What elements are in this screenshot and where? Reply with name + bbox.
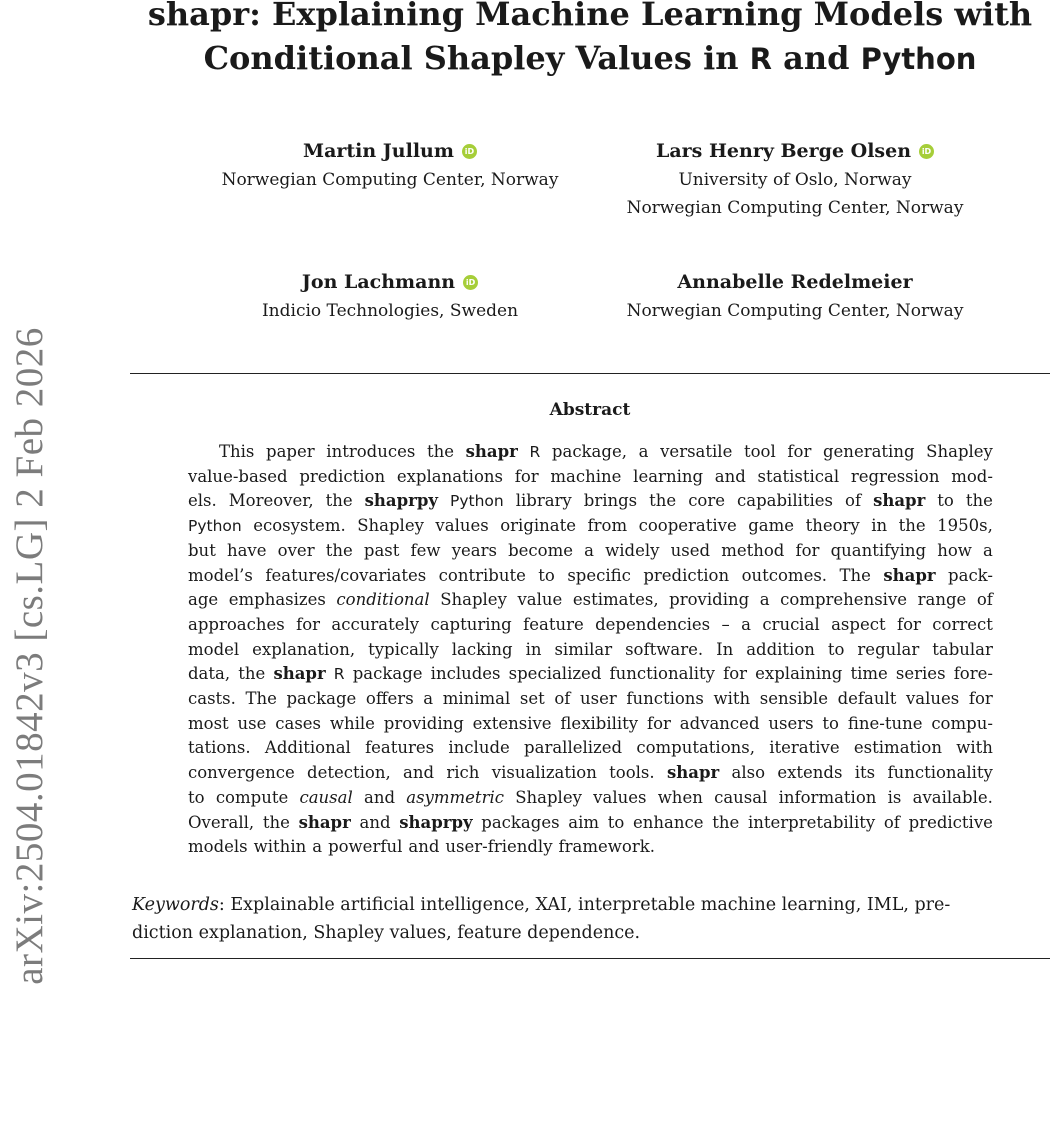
abstract-word: learning [633,466,704,486]
abstract-line [188,539,993,564]
abstract-line [188,662,993,687]
abstract-word: used [670,540,711,560]
abstract-word: in [871,516,888,536]
abstract-line [188,786,993,811]
abstract-word: years [451,540,497,560]
abstract-word [273,662,325,687]
abstract-word: explanations [396,466,503,486]
abstract-word: interpretability [747,812,876,832]
abstract-word: lacking [451,639,513,659]
abstract-word: functions [626,689,704,709]
abstract-word: the [262,812,290,832]
abstract-word: when [657,787,703,807]
abstract-word: estimation [853,738,942,758]
package-name: shapr [883,565,936,585]
abstract-word: specialized [508,664,602,684]
abstract-word: few [410,540,441,560]
abstract-word: providing [669,590,750,610]
abstract-word: dependencies [595,614,711,634]
title-and: and [771,39,861,77]
abstract-word: the [712,812,740,832]
abstract-line [188,835,993,860]
abstract-word: default [837,689,897,709]
abstract-line [188,712,993,737]
abstract-word: the [426,442,454,461]
abstract-word: feature [523,614,584,634]
author-affiliation: Norwegian Computing Center, Norway [221,170,559,190]
abstract-word: its [854,763,876,783]
author-name-text: Jon Lachmann [301,271,456,293]
abstract-word: a [584,540,595,560]
abstract-word: and [363,787,396,807]
abstract-word: in [525,639,542,659]
abstract-word: emphasizes [228,590,326,610]
abstract-word: includes [430,664,501,684]
abstract-word: tabular [932,639,993,659]
keywords-line-2: diction explanation, Shapley values, feature dependence. [132,923,641,943]
abstract-word: a [983,540,993,560]
abstract-word: core [688,491,726,511]
abstract-line [188,440,993,465]
abstract-word: advanced [679,713,760,733]
abstract-word: most [188,713,229,733]
keywords-line-1 [132,891,1047,919]
abstract-word: machine [550,466,622,486]
orcid-icon[interactable]: iD [919,144,934,159]
abstract-word: Overall, [188,812,255,832]
abstract-word: Additional [264,738,351,758]
abstract-word: paper [266,442,315,461]
bottom-divider [130,958,1050,959]
abstract-word [406,786,504,811]
abstract-word: quantifying [830,540,927,560]
abstract-word: use [237,713,267,733]
abstract-word [466,440,518,465]
abstract-word: comprehensive [780,590,908,610]
abstract-word: value-based [188,466,288,486]
abstract-word: models [188,837,248,857]
abstract-line [188,588,993,613]
abstract-line [188,638,993,663]
abstract-line [188,465,993,490]
abstract-word: values [435,516,489,536]
author-affiliation: Norwegian Computing Center, Norway [626,301,964,321]
abstract-word: causal [714,787,768,807]
abstract-word: regression [850,466,940,486]
abstract-word: brings [583,491,638,511]
abstract-word: contribute [438,565,526,585]
abstract-word: pack- [948,565,993,585]
emphasis-term: conditional [336,590,430,610]
abstract-word: of [976,590,993,610]
abstract-word: a [312,837,323,857]
abstract-word: data, [188,664,231,684]
abstract-word: Shapley [357,516,424,536]
abstract-word: addition [746,639,815,659]
abstract-word [530,440,541,465]
abstract-word: values [593,787,647,807]
abstract-word: prediction [299,466,386,486]
abstract-word [399,811,472,836]
package-name: shapr [298,812,351,832]
abstract-heading: Abstract [549,400,631,420]
abstract-word: time [850,664,888,684]
abstract-word: specific [567,565,631,585]
abstract-word: framework. [558,837,655,857]
abstract-word: tations. [188,738,251,758]
abstract-word: widely [605,540,660,560]
author-name-text: Martin Jullum [303,140,454,162]
abstract-word: a [759,590,770,610]
keywords-section [132,891,1047,947]
abstract-line [188,687,993,712]
abstract-word: fore- [953,664,993,684]
author-name [656,137,934,165]
abstract-word: functionality [609,664,715,684]
abstract-word: regular [857,639,920,659]
abstract-word: series [895,664,946,684]
abstract-word: capabilities [737,491,834,511]
abstract-word: for [968,689,993,709]
abstract-word: features [365,738,435,758]
abstract-word: is [887,787,902,807]
language-name: Python [449,492,504,511]
abstract-word: and [408,837,440,857]
abstract-word: approaches [188,614,285,634]
abstract-word: els. [188,491,217,511]
abstract-word: to [188,787,205,807]
abstract-word: past [363,540,400,560]
package-name: shapr [873,491,926,511]
abstract-word: a [741,614,751,634]
abstract-word: to [827,639,845,659]
abstract-word: In [716,639,734,659]
abstract-word: – [721,614,730,634]
title-python: Python [860,42,977,76]
abstract-word: a [423,689,434,709]
abstract-word: user [580,689,617,709]
abstract-word: statistical [757,466,840,486]
abstract-word: Moreover, [228,491,314,511]
abstract-word: enhance [633,812,704,832]
abstract-word: aspect [831,614,886,634]
arxiv-identifier-stamp: arXiv:2504.01842v3 [cs.LG] 2 Feb 2026 [8,327,51,985]
language-name: Python [188,517,242,536]
abstract-word: information [778,787,877,807]
abstract-word: with [713,689,751,709]
abstract-word: include [448,738,510,758]
abstract-word: outcomes. [741,565,828,585]
abstract-word: game [748,516,795,536]
abstract-word: sensible [759,689,828,709]
abstract-word: originate [500,516,577,536]
top-divider [130,373,1050,374]
emphasis-term: causal [299,787,353,807]
abstract-word: method [721,540,785,560]
abstract-word: of [883,812,900,832]
abstract-word: of [554,689,571,709]
abstract-line [188,489,993,514]
abstract-word: crucial [762,614,820,634]
abstract-word: Shapley [440,590,507,610]
abstract-word: iterative [769,738,840,758]
emphasis-term: asymmetric [406,787,504,807]
author-block-redelmeier [595,268,995,325]
abstract-word: package, [551,442,627,461]
abstract-word: to [607,812,625,832]
abstract-word: functionality [887,763,993,783]
orcid-icon[interactable]: iD [462,144,477,159]
abstract-word: the [649,491,677,511]
abstract-word: users [768,713,814,733]
abstract-word: within [253,837,307,857]
abstract-word: theory [805,516,860,536]
abstract-word: mod- [951,466,993,486]
abstract-word: to [937,491,954,511]
author-block-jullum [190,137,590,194]
abstract-word: generating [822,442,915,461]
keywords-label: Keywords [132,895,219,915]
abstract-word: 1950s, [937,516,993,536]
abstract-word: introduces [326,442,416,461]
abstract-line [188,514,993,539]
abstract-word: estimates, [572,590,659,610]
abstract-word [334,662,345,687]
abstract-word: for [723,664,748,684]
abstract-word: package [352,664,423,684]
abstract-word: package [286,689,357,709]
abstract-word: The [245,689,277,709]
abstract-word: features/covariates [265,565,427,585]
abstract-word: values [905,689,960,709]
package-name: shaprpy [399,812,473,832]
abstract-line [188,811,993,836]
abstract-word: software. [625,639,704,659]
abstract-word: ecosystem. [253,516,346,536]
abstract-word: library [515,491,572,511]
abstract-word: explanation, [252,639,356,659]
author-affiliation-2: Norwegian Computing Center, Norway [626,198,964,218]
abstract-word: for [514,466,539,486]
abstract-word: flexibility [560,713,639,733]
abstract-word: set [519,689,545,709]
abstract-line [188,613,993,638]
abstract-word: model [188,639,240,659]
author-name-text: Lars Henry Berge Olsen [655,140,912,162]
abstract-word: become [508,540,574,560]
abstract-word: offers [365,689,414,709]
abstract-word: for [795,540,820,560]
abstract-word: computations, [636,738,755,758]
keywords-text-1: : Explainable artificial intelligence, XAI, interpretable machine learning, IML, pre- [218,895,951,915]
abstract-word: with [956,738,993,758]
abstract-word: Shapley [515,787,582,807]
abstract-word: user-friendly [445,837,553,857]
abstract-word: of [845,491,862,511]
abstract-word [667,761,719,786]
abstract-word: fine-tune [847,713,923,733]
abstract-word [365,489,438,514]
abstract-word: range [917,590,967,610]
title-line-1: shapr: Explaining Machine Learning Models with [147,0,1033,33]
abstract-word: detection, [307,763,391,783]
abstract-word: This [219,442,255,461]
author-name [677,268,912,296]
paper-title [130,0,1050,81]
abstract-word: over [277,540,315,560]
abstract-word: but [188,540,216,560]
title-text: Conditional Shapley Values in [203,39,750,77]
abstract-word: have [226,540,267,560]
keywords-line-1-content [132,891,950,919]
author-name [303,137,477,165]
abstract-word [299,811,351,836]
abstract-word: from [587,516,628,536]
abstract-word: explaining [755,664,843,684]
abstract-line [188,761,993,786]
abstract-word: the [238,664,266,684]
abstract-word: powerful [328,837,403,857]
abstract-word: the [325,540,353,560]
title-r: R [749,42,772,76]
abstract-word: while [329,713,375,733]
abstract-word: value [517,590,563,610]
abstract-word [883,564,935,589]
abstract-word: predictive [908,812,993,832]
abstract-word: the [325,491,353,511]
author-block-olsen [595,137,995,222]
abstract-word [336,588,429,613]
abstract-word: how [937,540,972,560]
abstract-word: for [296,614,321,634]
package-name: shapr [273,664,326,684]
abstract-word: for [646,713,671,733]
abstract-word: to [822,713,839,733]
abstract-word: compu- [931,713,993,733]
abstract-line [188,736,993,761]
abstract-word: cases [275,713,322,733]
author-block-lachmann [190,268,590,325]
abstract-word: a [638,442,649,461]
abstract-body [188,440,993,860]
title-line-2 [130,36,1050,81]
abstract-word: convergence [188,763,295,783]
author-name [302,268,478,296]
abstract-word [873,489,925,514]
abstract-word: prediction [643,565,730,585]
author-affiliation: Indicio Technologies, Sweden [261,301,519,321]
abstract-word: and [359,812,391,832]
package-name: shapr [465,442,518,461]
abstract-word: providing [383,713,464,733]
abstract-word: Shapley [926,442,993,461]
abstract-word: correct [932,614,993,634]
abstract-word: parallelized [524,738,623,758]
abstract-word: tools. [609,763,655,783]
abstract-word: the [898,516,926,536]
abstract-word: model’s [188,565,253,585]
abstract-word: for [787,442,812,461]
abstract-word: rich [446,763,480,783]
abstract-word: age [188,590,219,610]
orcid-icon[interactable]: iD [463,275,478,290]
author-name-text: Annabelle Redelmeier [677,271,913,293]
abstract-word: The [839,565,871,585]
abstract-word: packages [481,812,560,832]
abstract-word: compute [215,787,289,807]
abstract-word: for [896,614,921,634]
abstract-word: the [965,491,993,511]
package-name: shapr [666,763,720,783]
abstract-word: also [731,763,766,783]
abstract-word [188,514,242,539]
abstract-word: and [714,466,746,486]
abstract-word: similar [554,639,613,659]
abstract-word: extensive [472,713,552,733]
author-affiliation: University of Oslo, Norway [678,170,912,190]
abstract-word: to [538,565,555,585]
abstract-word: cooperative [638,516,737,536]
abstract-word: capturing [430,614,512,634]
abstract-word: extends [777,763,843,783]
abstract-word: and [403,763,435,783]
abstract-word: typically [368,639,439,659]
abstract-word: minimal [442,689,511,709]
abstract-word: available. [912,787,993,807]
abstract-word: casts. [188,689,236,709]
abstract-word: visualization [491,763,597,783]
language-name: R [333,665,345,684]
abstract-word [299,786,352,811]
abstract-word: versatile [660,442,733,461]
abstract-line [188,564,993,589]
abstract-word: accurately [331,614,420,634]
language-name: R [529,443,541,461]
abstract-word: aim [568,812,600,832]
package-name: shaprpy [364,491,438,511]
abstract-word [450,489,504,514]
abstract-word: tool [743,442,776,461]
